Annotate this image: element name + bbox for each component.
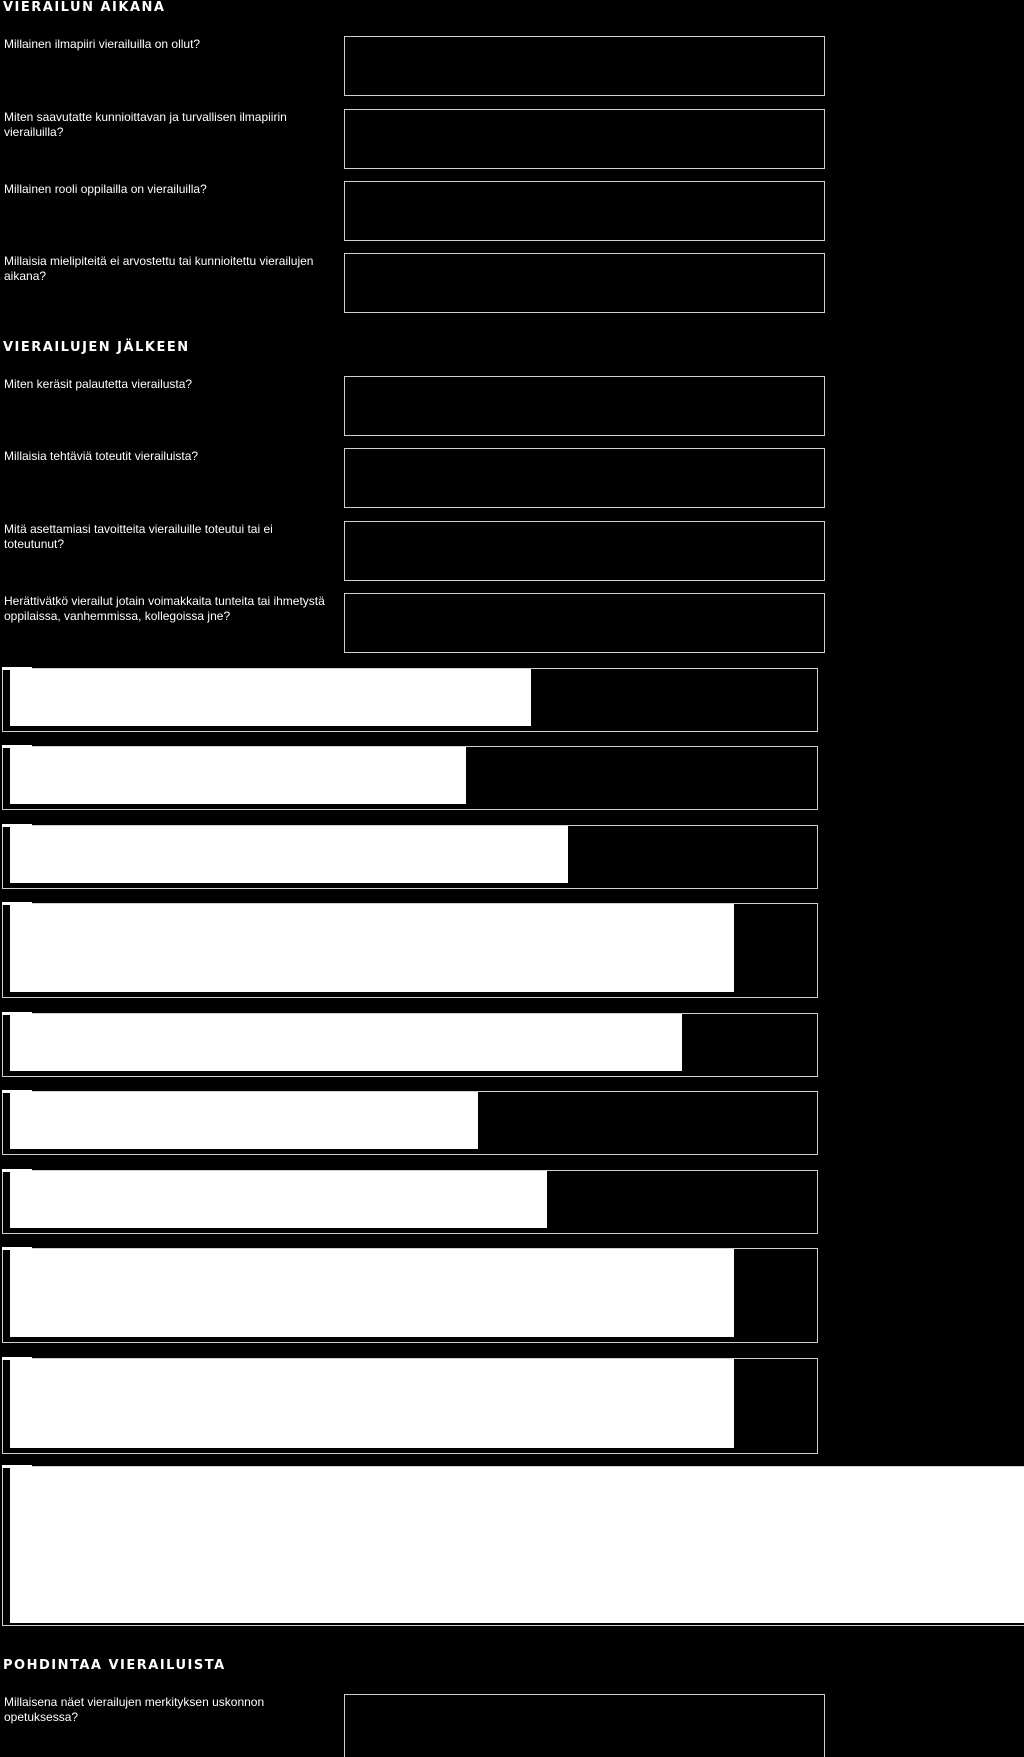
response-panel-9 — [2, 1358, 818, 1454]
response-panel-4 — [2, 903, 818, 998]
question-feedback: Miten keräsit palautetta vierailusta? — [4, 377, 193, 391]
panel-fill-7 — [10, 1171, 547, 1228]
answer-field-tasks[interactable] — [344, 448, 825, 508]
panel-fill-6 — [10, 1092, 478, 1149]
answer-field-unrespected-opinions[interactable] — [344, 253, 825, 313]
response-panel-8 — [2, 1248, 818, 1343]
response-panel-wide — [2, 1466, 1024, 1626]
answer-field-student-role[interactable] — [344, 181, 825, 241]
response-panel-3 — [2, 825, 818, 889]
answer-field-feedback[interactable] — [344, 376, 825, 436]
panel-fill-4 — [10, 904, 734, 992]
answer-field-meaning[interactable] — [344, 1694, 825, 1757]
question-safe-atmosphere: Miten saavutatte kunnioittavan ja turvallisen ilmapiirin vierailuilla? — [4, 110, 287, 139]
question-unrespected-opinions: Millaisia mielipiteitä ei arvostettu tai kunnioitettu vierailujen aikana? — [4, 254, 314, 283]
question-emotions: Herättivätkö vierailut jotain voimakkaita tunteita tai ihmetystä oppilaissa, vanhemmissa, kollegoissa jne? — [4, 594, 325, 623]
question-meaning: Millaisena näet vierailujen merkityksen uskonnon opetuksessa? — [4, 1695, 265, 1724]
response-panel-7 — [2, 1170, 818, 1234]
question-atmosphere: Millainen ilmapiiri vierailuilla on ollut? — [4, 37, 201, 51]
panel-fill-9 — [10, 1359, 734, 1448]
question-student-role: Millainen rooli oppilailla on vierailuilla? — [4, 182, 207, 196]
panel-fill-5 — [10, 1014, 682, 1071]
answer-field-atmosphere[interactable] — [344, 36, 825, 96]
response-panel-5 — [2, 1013, 818, 1077]
answer-field-goals[interactable] — [344, 521, 825, 581]
answer-field-emotions[interactable] — [344, 593, 825, 653]
question-tasks: Millaisia tehtäviä toteutit vierailuista? — [4, 449, 199, 463]
panel-fill-3 — [10, 826, 568, 883]
response-panel-1 — [2, 668, 818, 732]
question-goals: Mitä asettamiasi tavoitteita vierailuille toteutui tai ei toteutunut? — [4, 522, 273, 551]
response-panel-2 — [2, 746, 818, 810]
section-title-after: VIERAILUJEN JÄLKEEN — [3, 340, 190, 355]
section-title-reflection: POHDINTAA VIERAILUISTA — [3, 1658, 226, 1673]
panel-fill-1 — [10, 669, 531, 726]
answer-field-safe-atmosphere[interactable] — [344, 109, 825, 169]
panel-fill-8 — [10, 1249, 734, 1337]
response-panel-6 — [2, 1091, 818, 1155]
section-title-during: VIERAILUN AIKANA — [3, 0, 166, 15]
panel-fill-wide — [10, 1467, 1024, 1623]
panel-fill-2 — [10, 747, 466, 804]
